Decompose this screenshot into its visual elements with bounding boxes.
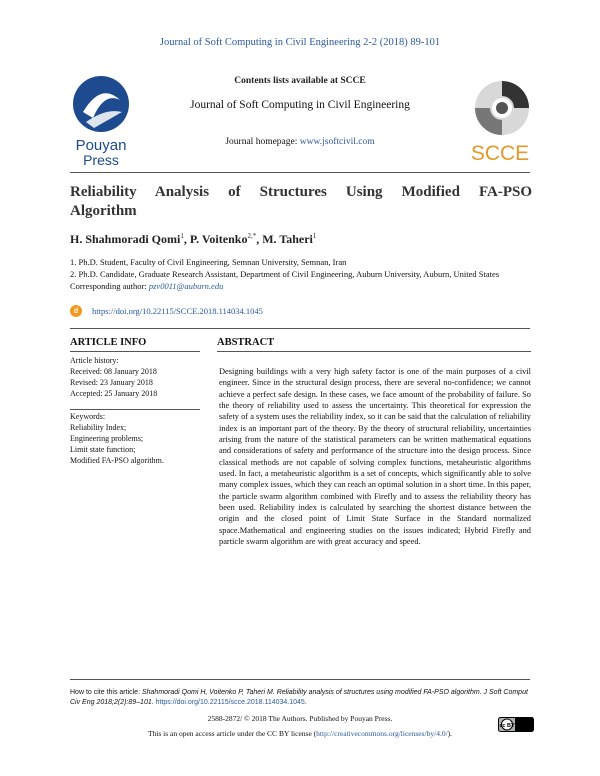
doi-link[interactable]: https://doi.org/10.22115/SCCE.2018.114034.1045: [92, 306, 263, 316]
history-label: Article history:: [70, 356, 119, 365]
revised-date: Revised: 23 January 2018: [70, 378, 153, 387]
author-3: M. Taheri$^1$: [262, 232, 317, 246]
keywords-label: Keywords:: [70, 412, 106, 421]
doi-row: [70, 305, 263, 317]
article-title: Reliability Analysis of Structures Using Modified FA-PSO Algorithm: [70, 184, 532, 219]
author-1: H. Shahmoradi Qomi$^1$: [70, 232, 184, 246]
citation-text: Shahmoradi Qomi H, Voitenko P, Taheri M. Reliability analysis of structures using modified FA-PSO algorithm. J Soft Comput Civ Eng 2018;2(2):89–101.: [70, 689, 528, 706]
affiliation-2: 2. Ph.D. Candidate, Graduate Research Assistant, Department of Civil Engineering, Auburn University, Auburn, United States: [70, 269, 500, 279]
author-list: H. Shahmoradi Qomi$^1$, P. Voitenko$^{2,*}$, M. Taheri$^1$: [70, 232, 317, 246]
header-divider: [70, 172, 530, 173]
keyword-item: Modified FA-PSO algorithm.: [70, 456, 164, 465]
corresponding-email[interactable]: pzv0011@auburn.edu: [148, 281, 224, 291]
scce-logo: [462, 74, 538, 166]
corresponding-author: Corresponding author: pzv0011@auburn.edu: [70, 281, 224, 291]
cc-badge-text: cc BY: [499, 723, 515, 729]
keyword-item: Reliability Index;: [70, 423, 127, 432]
pouyan-logo-line1: Pouyan: [75, 137, 127, 154]
cc-by-badge: [498, 717, 534, 732]
received-date: Received: 08 January 2018: [70, 367, 157, 376]
article-info-divider: [70, 351, 200, 352]
copyright: 2588-2872/ © 2018 The Authors. Published by Pouyan Press.: [207, 714, 393, 723]
affiliations: [70, 256, 532, 292]
accepted-date: Accepted: 25 January 2018: [70, 389, 158, 398]
license-line: This is an open access article under the CC BY license (http://creativecommons.org/licenses/by/4.0/).: [147, 729, 453, 738]
journal-name: Journal of Soft Computing in Civil Engineering: [190, 99, 410, 111]
abstract-heading: ABSTRACT: [217, 337, 275, 348]
keyword-item: Engineering problems;: [70, 434, 144, 443]
how-to-cite: How to cite this article: Shahmoradi Qomi H, Voitenko P, Taheri M. Reliability analysis of structures using modified FA-PSO algorithm. J Soft Comput Civ Eng 2018;2(2):89–101. https://doi.org/10.22115/scce.2018.114034.1045.: [70, 689, 528, 706]
homepage-link[interactable]: www.jsoftcivil.com: [299, 137, 375, 147]
article-info-heading: ARTICLE INFO: [70, 337, 147, 348]
affiliation-1: 1. Ph.D. Student, Faculty of Civil Engineering, Semnan University, Semnan, Iran: [70, 257, 347, 267]
keywords-divider: [70, 409, 200, 410]
citation-doi-link[interactable]: https://doi.org/10.22115/scce.2018.114034.1045: [155, 699, 305, 706]
keywords: [70, 411, 198, 466]
pouyan-press-logo: [66, 72, 136, 168]
abstract-divider: [217, 351, 531, 352]
author-2: P. Voitenko$^{2,*}$: [189, 232, 257, 246]
license-link[interactable]: http://creativecommons.org/licenses/by/4.0/: [316, 729, 448, 738]
keyword-item: Limit state function;: [70, 445, 136, 454]
scce-logo-text: SCCE: [470, 142, 530, 165]
doi-icon: d: [70, 305, 82, 317]
journal-citation: Journal of Soft Computing in Civil Engineering 2-2 (2018) 89-101: [159, 37, 441, 48]
info-divider-top: [70, 328, 530, 329]
homepage-label: Journal homepage:: [225, 137, 300, 147]
article-history: [70, 355, 198, 399]
abstract-text: Designing buildings with a very high safety factor is one of the main purposes of a civil engineer. Since in the structural design process, there are several no-confidence; we cannot achieve a perfect safe design. In these cases, we face amount of the probability of failure. So the theory of reliability used to assess the uncertainty. This theoretical for expression the safety of a system uses the reliability index, so it can be said that the calculation of reliability index is an important part of the theory. By the theory of structural reliability, uncertainties arising from the nature of the statistical parameters can be written mathematical equations and considerations of safety and performance of the structure into the design process. Since classical methods are not capable of solving complex functions, metaheuristic algorithms used. In fact, a metaheuristic algorithm is a set of concepts, which significantly able to solve many complex issues, which they can reach an optimal solution in a short time. In this paper, the particle swarm algorithm combined with Firefly and to assess the reliability theory has been used. Reliability index is calculated by searching the shortest distance between the origin and the closed point of Limit State Surface in the Standard normalized space.Mathematical and engineering studies on the issues indicated; Hybrid Firefly and particle swarm algorithm are with great accuracy and speed.: [219, 367, 531, 547]
footer-divider: [70, 679, 530, 680]
contents-available: Contents lists available at SCCE: [234, 76, 366, 86]
pouyan-logo-line2: Press: [83, 152, 119, 168]
